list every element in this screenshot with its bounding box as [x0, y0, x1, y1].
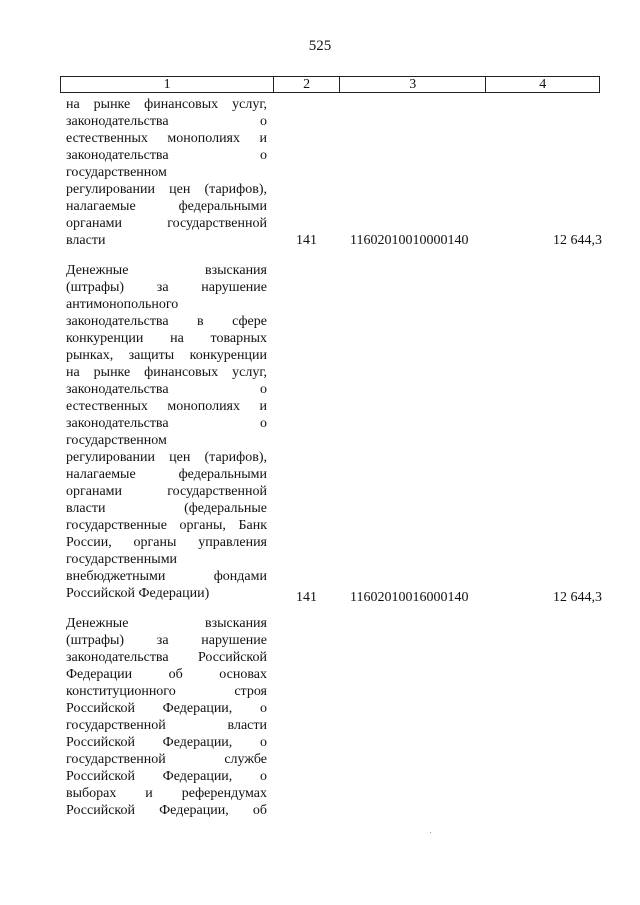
row-0-amount: 12 644,3 [553, 233, 602, 248]
row-0-revenue-code: 11602010010000140 [350, 233, 469, 248]
description-line: Российской Федерации, о [66, 701, 267, 716]
row-0-description [66, 96, 267, 249]
row-2-description [66, 615, 267, 819]
description-line: законодательства о [66, 148, 267, 163]
row-1-revenue-code: 11602010016000140 [350, 590, 469, 605]
description-line: естественных монополиях и [66, 131, 267, 146]
description-line: государственной службе [66, 752, 267, 767]
description-line: (штрафы) за нарушение [66, 633, 267, 648]
description-line: на рынке финансовых услуг, [66, 97, 267, 112]
description-line: государственном [66, 165, 167, 180]
column-header-4: 4 [539, 77, 547, 92]
description-line: власти (федеральные [66, 501, 267, 516]
description-line: законодательства в сфере [66, 314, 267, 329]
row-1-admin-code: 141 [296, 590, 317, 605]
description-line: государственном [66, 433, 167, 448]
description-line: Российской Федерации) [66, 586, 210, 601]
description-line: конституционного строя [66, 684, 267, 699]
description-line: законодательства о [66, 114, 267, 129]
description-line: регулировании цен (тарифов), [66, 450, 267, 465]
column-header-2: 2 [274, 77, 340, 92]
description-line: конкуренции на товарных [66, 331, 267, 346]
description-line: власти [66, 233, 106, 248]
description-line: Российской Федерации, о [66, 735, 267, 750]
description-line: естественных монополиях и [66, 399, 267, 414]
row-1-description [66, 262, 267, 602]
column-header-1: 1 [61, 77, 274, 92]
description-line: органами государственной [66, 484, 267, 499]
row-1-amount: 12 644,3 [553, 590, 602, 605]
scan-speck [430, 832, 431, 833]
description-line: регулировании цен (тарифов), [66, 182, 267, 197]
description-line: государственной власти [66, 718, 267, 733]
description-line: налагаемые федеральными [66, 467, 267, 482]
description-line: выборах и референдумах [66, 786, 267, 801]
column-header-3: 3 [340, 77, 486, 92]
description-line: Федерации об основах [66, 667, 267, 682]
description-line: законодательства о [66, 382, 267, 397]
description-line: антимонопольного [66, 297, 179, 312]
description-line: Российской Федерации, о [66, 769, 267, 784]
description-line: на рынке финансовых услуг, [66, 365, 267, 380]
description-line: законодательства Российской [66, 650, 267, 665]
description-line: органами государственной [66, 216, 267, 231]
description-line: Российской Федерации, об [66, 803, 267, 818]
description-line: Денежные взыскания [66, 263, 267, 278]
description-line: рынках, защиты конкуренции [66, 348, 267, 363]
description-line: Денежные взыскания [66, 616, 267, 631]
description-line: государственные органы, Банк [66, 518, 267, 533]
description-line: государственными [66, 552, 178, 567]
table-header [60, 76, 600, 93]
description-line: (штрафы) за нарушение [66, 280, 267, 295]
description-line: внебюджетными фондами [66, 569, 267, 584]
description-line: налагаемые федеральными [66, 199, 267, 214]
description-line: России, органы управления [66, 535, 267, 550]
page-number: 525 [308, 38, 332, 54]
description-line: законодательства о [66, 416, 267, 431]
row-0-admin-code: 141 [296, 233, 317, 248]
